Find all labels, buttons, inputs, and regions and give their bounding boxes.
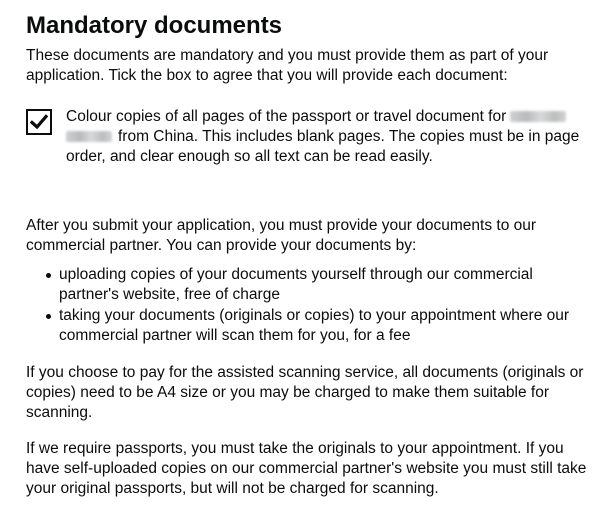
redacted-name-2 xyxy=(66,131,112,142)
document-provision-options xyxy=(26,265,592,346)
list-item-upload: uploading copies of your documents yourself through our commercial partner's website, free of charge xyxy=(59,265,592,305)
passport-copies-checkbox[interactable] xyxy=(26,109,52,135)
scanning-note: If you choose to pay for the assisted scanning service, all documents (originals or copies) need to be A4 size or you may be charged to make them suitable for scanning. xyxy=(26,364,584,421)
page-heading: Mandatory documents xyxy=(26,12,283,39)
checkbox-label-part2: from China. This includes blank pages. The copies must be in page order, and clear enough so all text can be read easily. xyxy=(66,128,580,165)
passport-note: If we require passports, you must take the originals to your appointment. If you have self-uploaded copies on our commercial partner's website you must still take your original passports, but will not be charged for scanning. xyxy=(26,440,587,497)
checkbox-label-part1: Colour copies of all pages of the passport or travel document for xyxy=(66,108,507,125)
list-item-appointment: taking your documents (originals or copies) to your appointment where our commercial partner will scan them for you, for a fee xyxy=(59,306,592,346)
checkmark-icon xyxy=(30,113,48,131)
after-submit-text: After you submit your application, you must provide your documents to our commercial partner. You can provide your documents by: xyxy=(26,217,537,254)
document-checkbox-row[interactable] xyxy=(26,107,592,167)
mandatory-documents-section xyxy=(26,12,592,499)
redacted-name-1 xyxy=(510,111,566,122)
checkbox-label[interactable] xyxy=(66,107,592,167)
intro-text: These documents are mandatory and you must provide them as part of your application. Tick the box to agree that you will provide each document: xyxy=(26,47,549,84)
